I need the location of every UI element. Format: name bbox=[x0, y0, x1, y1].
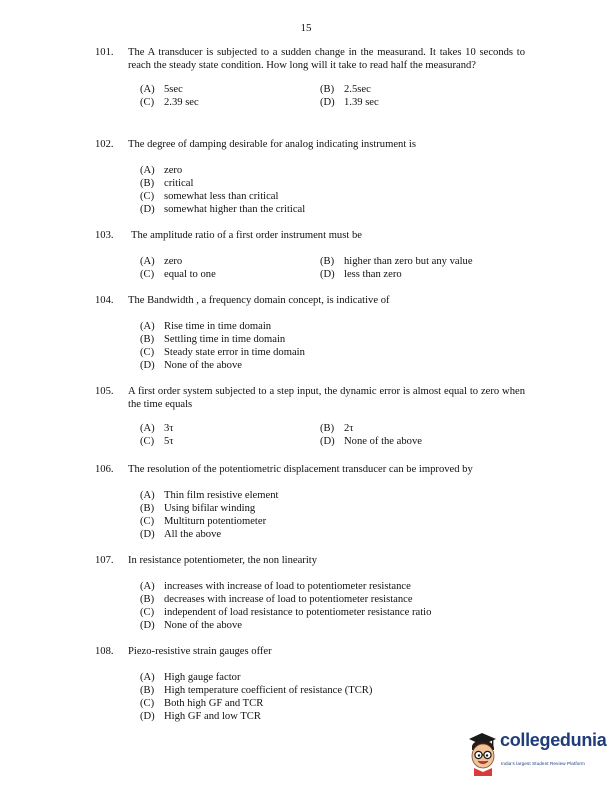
option-b: (B) critical bbox=[140, 178, 194, 189]
option-d: (D) None of the above bbox=[320, 436, 422, 447]
question-text: The A transducer is subjected to a sudden change in the measurand. It takes 10 seconds to reach the steady state condition. How long will it take to read half the measurand? bbox=[128, 47, 525, 71]
question-number: 107. bbox=[95, 555, 114, 566]
option-b: (B) 2.5sec bbox=[320, 84, 371, 95]
option-c: (C) somewhat less than critical bbox=[140, 191, 279, 202]
question-text: The degree of damping desirable for analog indicating instrument is bbox=[128, 139, 417, 150]
question-number: 105. bbox=[95, 386, 114, 397]
question-text: The Bandwidth , a frequency domain concept, is indicative of bbox=[128, 295, 390, 306]
option-a: (A) Rise time in time domain bbox=[140, 321, 272, 332]
option-b: (B) Settling time in time domain bbox=[140, 334, 286, 345]
option-c: (C) Both high GF and TCR bbox=[140, 698, 264, 709]
question-103 bbox=[95, 229, 525, 281]
option-d: (D) All the above bbox=[140, 529, 222, 540]
option-c: (C) Steady state error in time domain bbox=[140, 347, 305, 358]
option-a: (A) zero bbox=[140, 256, 183, 267]
option-c: (C) independent of load resistance to potentiometer resistance ratio bbox=[140, 607, 432, 618]
option-d: (D) None of the above bbox=[140, 620, 242, 631]
question-number: 103. bbox=[95, 230, 114, 241]
question-number: 108. bbox=[95, 646, 114, 657]
question-107 bbox=[95, 554, 525, 632]
option-d: (D) High GF and low TCR bbox=[140, 711, 261, 722]
question-number: 101. bbox=[95, 47, 114, 58]
question-text: A first order system subjected to a step input, the dynamic error is almost equal to zero when the time equals bbox=[128, 386, 525, 410]
option-b: (B) higher than zero but any value bbox=[320, 256, 473, 267]
brand-name: collegedunia bbox=[500, 730, 607, 750]
option-a: (A) zero bbox=[140, 165, 183, 176]
question-108 bbox=[95, 645, 525, 723]
question-text: The resolution of the potentiometric displacement transducer can be improved by bbox=[128, 464, 473, 475]
option-c: (C) Multiturn potentiometer bbox=[140, 516, 267, 527]
option-b: (B) decreases with increase of load to potentiometer resistance bbox=[140, 594, 413, 605]
brand-tagline: India's largest Student Review Platform bbox=[501, 761, 585, 766]
question-105 bbox=[95, 385, 525, 448]
question-102 bbox=[95, 138, 525, 216]
option-d: (D) 1.39 sec bbox=[320, 97, 379, 108]
option-a: (A) High gauge factor bbox=[140, 672, 241, 683]
question-text: In resistance potentiometer, the non linearity bbox=[128, 555, 318, 566]
question-number: 102. bbox=[95, 139, 114, 150]
question-text: The amplitude ratio of a first order instrument must be bbox=[131, 230, 362, 241]
option-a: (A) 5sec bbox=[140, 84, 183, 95]
option-a: (A) 3τ bbox=[140, 423, 174, 434]
option-b: (B) 2τ bbox=[320, 423, 354, 434]
option-a: (A) increases with increase of load to potentiometer resistance bbox=[140, 581, 411, 592]
option-a: (A) Thin film resistive element bbox=[140, 490, 279, 501]
option-c: (C) 2.39 sec bbox=[140, 97, 199, 108]
option-c: (C) 5τ bbox=[140, 436, 174, 447]
option-d: (D) None of the above bbox=[140, 360, 242, 371]
collegedunia-logo bbox=[466, 730, 606, 778]
question-104 bbox=[95, 294, 525, 372]
question-106 bbox=[95, 463, 525, 541]
option-b: (B) Using bifilar winding bbox=[140, 503, 256, 514]
question-text: Piezo-resistive strain gauges offer bbox=[128, 646, 272, 657]
option-d: (D) less than zero bbox=[320, 269, 402, 280]
option-d: (D) somewhat higher than the critical bbox=[140, 204, 306, 215]
question-101 bbox=[95, 46, 525, 109]
mascot-icon bbox=[466, 730, 500, 776]
option-c: (C) equal to one bbox=[140, 269, 216, 280]
page-number: 15 bbox=[300, 22, 312, 34]
question-number: 104. bbox=[95, 295, 114, 306]
question-number: 106. bbox=[95, 464, 114, 475]
option-b: (B) High temperature coefficient of resistance (TCR) bbox=[140, 685, 373, 696]
